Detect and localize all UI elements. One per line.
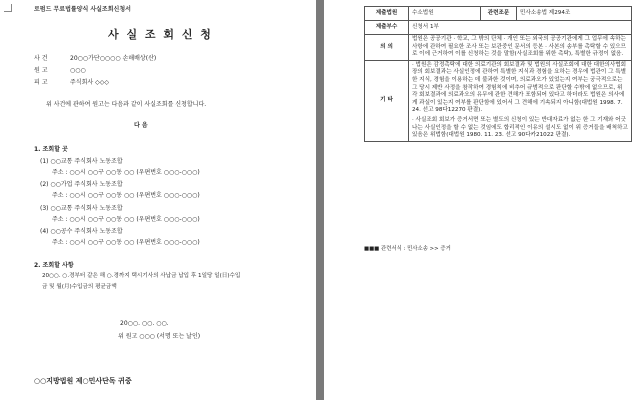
section-heading: 다 음 (134, 122, 148, 129)
info-table (364, 6, 632, 142)
court-label: 제출법원 (365, 7, 409, 21)
intro-text: 위 사건에 관하여 원고는 다음과 같이 사실조회를 신청합니다. (46, 101, 207, 108)
page-gutter (316, 0, 324, 400)
meaning-cell (409, 35, 632, 61)
signer-line: 위 원고 ○○○ (서명 또는 날인) (118, 333, 201, 340)
filing-date: 20○○. ○○. ○○. (120, 320, 169, 327)
etc-cell (409, 60, 632, 141)
entry-1-address: 주소 : ○○시 ○○구 ○○동 ○○ (우편번호 ○○○-○○○) (52, 169, 200, 176)
meaning-text: 법원은 공공기관 · 학교, 그 밖의 단체 · 개인 또는 외국의 공공기관에게 그 업무에 속하는 사항에 관하여 필요한 조사 또는 보관중인 문서의 등본 · 사본의 송부를 촉탁할 수 있으므로 이에 근거하여 이를 신청하는 것을 말함(사실조회를 위한 촉탁), 특별한 규정이 없음. (412, 36, 627, 58)
related-forms-note: ■■■ 관련서식 : 민사소송 >> 증거 (364, 246, 451, 252)
doc-header: 로펌드 무료법률양식 사실조회신청서 (34, 6, 131, 13)
etc-text-1: · 법원은 감정촉탁에 대한 의료기관의 회보결과 및 법원의 사실조회에 대한 대한의사협회장의 회보결과는 사실인정에 관하여 특별한 지식과 경험을 요하는 경우에 법관이 그 특별한 지식, 경험을 이용하는 데 불과한 것이며, 의료과오가 있었는지 여부는 궁극적으로는 그 당시 제반 사정을 참작하여 경험칙에 비추어 규범적으로 판단할 수밖에 없으므로, 위 각 회보결과에 의료과오의 유무에 관한 견해가 포함되어 있다고 하더라도 법원은 의사에게 과실이 있는지 여부를 판단함에 있어서 그 견해에 기속되지 아니함(대법원 1998. 7. 24. 선고 98다12270 판결). (412, 61, 627, 114)
plaintiff-value: ○○○ (70, 67, 86, 74)
right-document-page (324, 0, 640, 400)
etc-text-2: · 사실조회 회보가 증거서면 또는 별도의 신청이 있는 반대자료가 없는 한 그 기재와 어긋나는 사실인정을 할 수 없는 것임에도 합리적인 이유의 설시도 없이 위 증거들을 배척하고 있음은 위법함(대법원 1980. 11. 23. 선고 90다카21022 판결). (412, 116, 628, 139)
entry-4-name: (4) ○○공수 주식회사 노동조합 (40, 228, 123, 235)
entry-1-name: (1) ○○교통 주식회사 노동조합 (40, 158, 123, 165)
entry-3-name: (3) ○○교통 주식회사 노동조합 (40, 205, 123, 212)
entry-4-address: 주소 : ○○시 ○○구 ○○동 ○○ (우편번호 ○○○-○○○) (52, 239, 200, 246)
case-value: 20○○가단○○○○ 손해배상(산) (70, 55, 157, 62)
defendant-label: 피 고 (34, 79, 48, 86)
section2-line1: 20○○. ○.경부터 같은 해 ○.경까지 택시기사의 사납금 납입 후 1일당 일(日)수입 (42, 273, 241, 279)
table-row (365, 60, 632, 141)
plaintiff-label: 원 고 (34, 67, 48, 74)
related-law-value: 민사소송법 제294조 (517, 7, 632, 21)
entry-2-name: (2) ○○가업 주식회사 노동조합 (40, 181, 123, 188)
table-row (365, 35, 632, 61)
court-name: ○○지방법원 제○민사단독 귀중 (34, 377, 132, 385)
page-corner-mark (4, 4, 12, 12)
entry-2-address: 주소 : ○○시 ○○구 ○○동 ○○ (우편번호 ○○○-○○○) (52, 192, 200, 199)
copies-value: 신청서 1부 (409, 21, 632, 35)
meaning-label: 의 의 (365, 35, 409, 61)
section2-line2: 금 및 월(月)수입금의 평균금액 (42, 284, 117, 290)
doc-title: 사 실 조 회 신 청 (108, 28, 213, 41)
section2-title: 2. 조회할 사항 (34, 262, 74, 269)
table-row (365, 7, 632, 21)
table-row (365, 21, 632, 35)
defendant-value: 주식회사 ◇◇◇ (70, 79, 109, 86)
copies-label: 제출부수 (365, 21, 409, 35)
entry-3-address: 주소 : ○○시 ○○구 ○○동 ○○ (우편번호 ○○○-○○○) (52, 216, 200, 223)
court-value: 수소법원 (409, 7, 481, 21)
case-label: 사 건 (34, 55, 48, 62)
etc-label: 기 타 (365, 60, 409, 141)
left-document-page (0, 0, 316, 400)
section1-title: 1. 조회할 곳 (34, 146, 68, 153)
related-law-label: 관련조문 (481, 7, 517, 21)
